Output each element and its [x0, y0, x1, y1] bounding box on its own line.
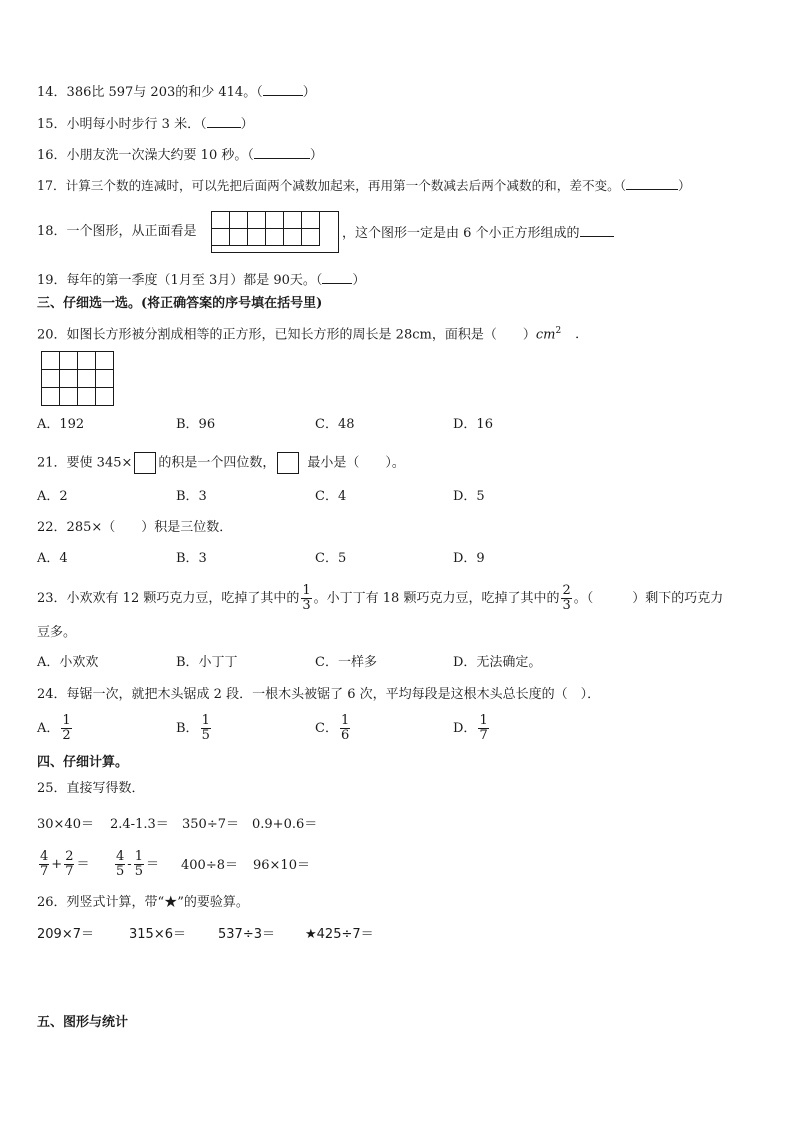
- calc-item: $\frac{4}{7}$ + $\frac{2}{7}$ ＝: [40, 849, 90, 879]
- fraction: $\frac{4}{5}$: [116, 849, 125, 879]
- question-18: 18．一个图形，从正面看是: [37, 224, 197, 239]
- vertical-calc-item: 209×7＝: [37, 927, 94, 942]
- fraction: $\frac{2}{3}$: [562, 583, 571, 613]
- answer-blank[interactable]: [263, 82, 303, 96]
- option-b[interactable]: B．3: [176, 551, 207, 566]
- option-d[interactable]: D．无法确定。: [453, 655, 542, 670]
- option-d[interactable]: D．9: [453, 551, 485, 566]
- fraction: $\frac{1}{5}$: [201, 713, 210, 743]
- fraction: $\frac{1}{3}$: [302, 583, 311, 613]
- blank-box[interactable]: [277, 452, 299, 474]
- calc-item: $\frac{4}{5}$ - $\frac{1}{5}$ ＝: [116, 849, 159, 879]
- vertical-calc-item: 537÷3＝: [218, 927, 275, 942]
- option-a[interactable]: A．2: [37, 489, 68, 504]
- question-23: 23．小欢欢有 12 颗巧克力豆，吃掉了其中的 $\frac{1}{3}$ 。小丁丁有 18 颗巧克力豆，吃掉了其中的 $\frac{2}{3}$ 。（ ）剩下的巧克力: [37, 583, 724, 613]
- question-19: 19．每年的第一季度（1月至 3月）都是 90天。（ ）: [37, 270, 365, 290]
- option-a[interactable]: A．192: [37, 417, 85, 432]
- calc-item: 400÷8＝: [181, 858, 238, 873]
- question-21: 21．要使 345× 的积是一个四位数， 最小是（ ）。: [37, 452, 405, 474]
- fraction: $\frac{2}{7}$: [65, 849, 74, 879]
- option-c[interactable]: C．4: [315, 489, 347, 504]
- question-23-continued: 豆多。: [37, 625, 77, 640]
- question-20: 20．如图长方形被分割成相等的正方形，已知长方形的周长是 28cm，面积是（ ）$cm^2$ ．: [37, 326, 589, 343]
- fraction: $\frac{1}{7}$: [479, 713, 488, 743]
- option-b[interactable]: B．3: [176, 489, 207, 504]
- question-24: 24．每锯一次，就把木头锯成 2 段．一根木头被锯了 6 次，平均每段是这根木头总长度的（ ）．: [37, 687, 601, 702]
- option-a[interactable]: A．小欢欢: [37, 655, 99, 670]
- option-a[interactable]: A．4: [37, 551, 68, 566]
- question-18-tail: ，这个图形一定是由 6 个小正方形组成的: [342, 223, 614, 243]
- fraction: $\frac{1}{2}$: [62, 713, 71, 743]
- blank-box[interactable]: [134, 452, 156, 474]
- question-22: 22．285×（ ）积是三位数．: [37, 520, 233, 535]
- section-3-heading: 三、仔细选一选。(将正确答案的序号填在括号里): [37, 296, 323, 311]
- calc-item: 30×40＝: [37, 817, 94, 832]
- answer-blank[interactable]: [207, 114, 241, 128]
- option-c[interactable]: C．5: [315, 551, 347, 566]
- option-b[interactable]: B． $\frac{1}{5}$: [176, 713, 210, 743]
- question-17: 17．计算三个数的连减时，可以先把后面两个减数加起来，再用第一个数减去后两个减数的和，差不变。（ ）: [37, 178, 691, 193]
- calc-item: 96×10＝: [253, 858, 310, 873]
- figure-frame: [211, 211, 339, 253]
- calc-item: 350÷7＝: [182, 817, 239, 832]
- option-d[interactable]: D． $\frac{1}{7}$: [453, 713, 488, 743]
- calc-item: 0.9+0.6＝: [252, 817, 318, 832]
- fraction: $\frac{1}{5}$: [134, 849, 143, 879]
- answer-blank[interactable]: [322, 270, 352, 284]
- option-a[interactable]: A． $\frac{1}{2}$: [37, 713, 71, 743]
- option-c[interactable]: C． $\frac{1}{6}$: [315, 713, 350, 743]
- option-c[interactable]: C．一样多: [315, 655, 377, 670]
- question-26-title: 26．列竖式计算，带“★”的要验算。: [37, 895, 249, 910]
- answer-blank[interactable]: [254, 145, 310, 159]
- fraction: $\frac{4}{7}$: [40, 849, 49, 879]
- fraction: $\frac{1}{6}$: [340, 713, 350, 743]
- vertical-calc-item: ★425÷7＝: [305, 927, 374, 942]
- section-4-heading: 四、仔细计算。: [37, 755, 129, 770]
- option-b[interactable]: B．96: [176, 417, 216, 432]
- rectangle-grid-figure: [41, 351, 114, 406]
- question-16: 16．小朋友洗一次澡大约要 10 秒。（ ）: [37, 145, 323, 165]
- option-d[interactable]: D．5: [453, 489, 485, 504]
- option-c[interactable]: C．48: [315, 417, 355, 432]
- question-15: 15．小明每小时步行 3 米．（ ）: [37, 114, 254, 134]
- option-b[interactable]: B．小丁丁: [176, 655, 238, 670]
- answer-blank[interactable]: [580, 223, 614, 237]
- section-5-heading: 五、图形与统计: [37, 1015, 129, 1030]
- question-25-title: 25．直接写得数．: [37, 781, 145, 796]
- vertical-calc-item: 315×6＝: [129, 927, 186, 942]
- answer-blank[interactable]: [626, 176, 678, 190]
- question-14: 14．386比 597与 203的和少 414。（ ）: [37, 82, 316, 102]
- calc-item: 2.4-1.3＝: [110, 817, 169, 832]
- option-d[interactable]: D．16: [453, 417, 493, 432]
